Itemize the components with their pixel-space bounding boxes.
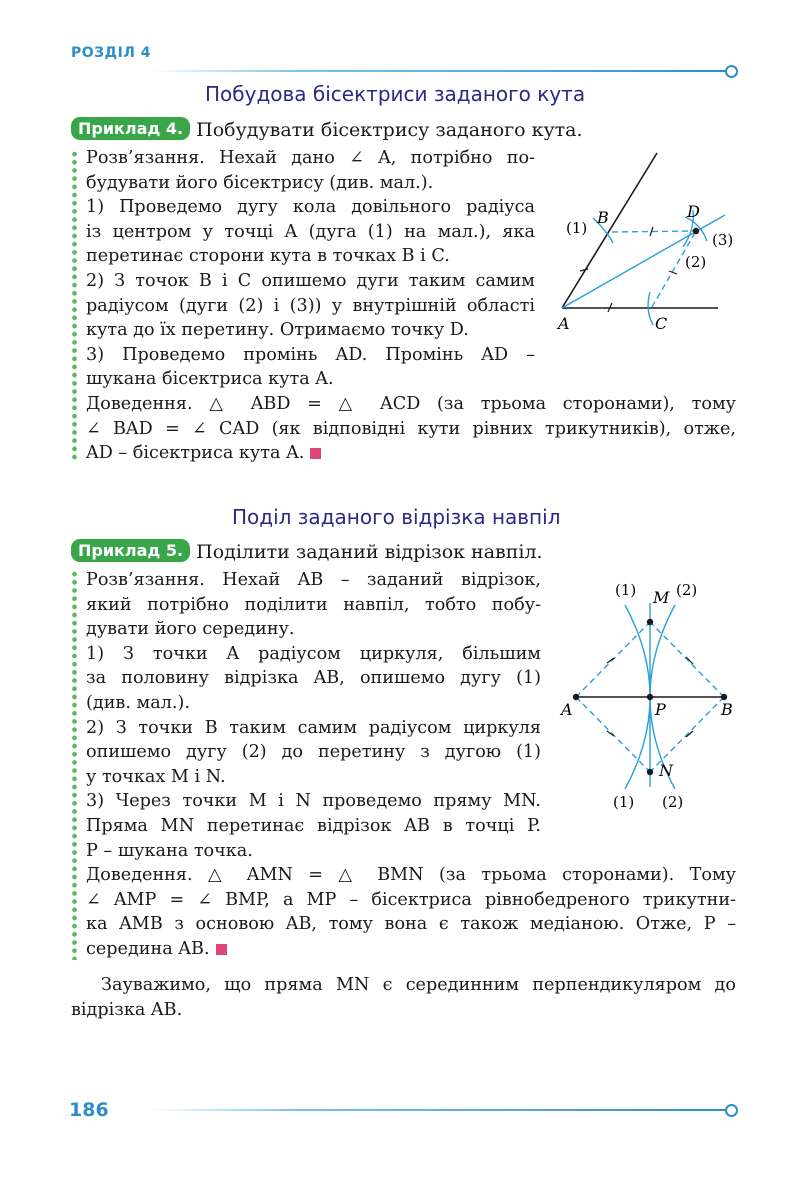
text-line: відрізка AB.	[71, 999, 183, 1020]
text-line: перетинає сторони кута в точках B і C.	[86, 246, 450, 267]
label-b: B	[597, 208, 609, 227]
example5-solution	[86, 568, 541, 863]
label-arc-1-bottom: (1)	[613, 793, 635, 811]
text-line: кута до їх перетину. Отримаємо точку D.	[86, 320, 469, 341]
label-m: M	[653, 588, 670, 607]
footer-rule-end-circle	[725, 1104, 738, 1117]
label-arc-1: (1)	[566, 219, 588, 237]
example4-proof	[86, 392, 736, 466]
label-arc-2-top: (2)	[676, 581, 698, 599]
header-rule-end-circle	[725, 65, 738, 78]
example5-statement	[71, 539, 543, 563]
example4-statement	[71, 117, 583, 141]
end-of-proof-marker	[216, 944, 227, 955]
text-line: AD – бісектриса кута A.	[86, 441, 736, 466]
text-line: Розв’язання. Нехай дано ∠ A, потрібно по-	[86, 148, 535, 168]
text-line: 3) Проведемо промінь AD. Промінь AD –	[86, 344, 535, 365]
text-line: Доведення. △ ABD = △ ACD (за трьома сторонами), тому	[86, 394, 736, 414]
bisector-figure	[555, 145, 755, 345]
text-line: ∠ AMP = ∠ BMP, а MP – бісектриса рівнобедреного трикутни-	[86, 889, 736, 910]
point-n	[647, 769, 653, 775]
text-line: Пряма MN перетинає відрізок AB в точці P.	[86, 815, 541, 836]
label-d: D	[687, 202, 700, 221]
text-line: у точках M і N.	[86, 766, 226, 787]
text-line: ∠ BAD = ∠ CAD (як відповідні кути рівних трикутників), отже,	[86, 418, 736, 439]
text-line: дувати його середину.	[86, 619, 295, 640]
text-line: який потрібно поділити навпіл, тобто побу-	[86, 594, 541, 615]
segment-am	[576, 622, 650, 697]
footer-rule	[148, 1109, 730, 1111]
label-b: B	[721, 700, 733, 719]
text-line: Доведення. △ AMN = △ BMN (за трьома сторонами). Тому	[86, 865, 736, 885]
point-a	[573, 694, 579, 700]
label-arc-2-bottom: (2)	[662, 793, 684, 811]
text-line: шукана бісектриса кута A.	[86, 369, 334, 390]
text-line: із центром у точці A (дуга (1) на мал.), яка	[86, 221, 535, 242]
text-line: опишемо дугу (2) до перетину з дугою (1)	[86, 742, 541, 763]
page-number: 186	[69, 1099, 109, 1121]
text-line: середина AB.	[86, 937, 736, 962]
example4-badge: Приклад 4.	[71, 117, 190, 140]
text-line: за половину відрізка AB, опишемо дугу (1)	[86, 668, 541, 689]
text-line: 1) З точки A радіусом циркуля, більшим	[86, 643, 541, 664]
example5-heading: Поділ заданого відрізка навпіл	[232, 505, 561, 529]
example4-solution	[86, 146, 535, 392]
example5-badge: Приклад 5.	[71, 539, 190, 562]
point-d	[693, 228, 699, 234]
text-line: будувати його бісектрису (див. мал.).	[86, 172, 434, 193]
text-line: Розв’язання. Нехай AB – заданий відрізок,	[86, 570, 541, 590]
label-arc-1-top: (1)	[615, 581, 637, 599]
label-a: A	[558, 314, 570, 333]
text-line: 3) Через точки M і N проведемо пряму MN.	[86, 791, 541, 812]
example5-task: Поділити заданий відрізок навпіл.	[196, 541, 543, 563]
text-line: (див. мал.).	[86, 692, 190, 713]
example4-heading: Побудова бісектриси заданого кута	[205, 82, 586, 106]
note-paragraph	[71, 973, 736, 1022]
text-line: Зауважимо, що пряма MN є серединним перпендикуляром до	[101, 975, 736, 995]
label-a: A	[561, 700, 573, 719]
label-p: P	[655, 700, 666, 719]
midpoint-figure	[555, 575, 755, 815]
point-m	[647, 619, 653, 625]
label-arc-2: (2)	[685, 253, 707, 271]
example4-dotted-margin	[72, 150, 77, 462]
text-line: P – шукана точка.	[86, 840, 253, 861]
label-c: C	[655, 314, 668, 333]
segment-an	[576, 697, 650, 772]
section-label: РОЗДІЛ 4	[71, 45, 152, 61]
example5-dotted-margin	[72, 570, 77, 960]
example4-task: Побудувати бісектрису заданого кута.	[196, 119, 583, 141]
text-line: ка AMB з основою AB, тому вона є також медіаною. Отже, P –	[86, 914, 736, 935]
text-line: радіусом (дуги (2) і (3)) у внутрішній області	[86, 295, 535, 316]
label-n: N	[659, 761, 673, 780]
segment-bd	[612, 231, 696, 232]
header-rule	[150, 70, 730, 72]
point-p	[647, 694, 653, 700]
text-line: 2) З точок B і C опишемо дуги таким самим	[86, 270, 535, 291]
text-line: 1) Проведемо дугу кола довільного радіуса	[86, 197, 535, 218]
end-of-proof-marker	[310, 448, 321, 459]
label-arc-3: (3)	[712, 231, 734, 249]
text-line: 2) З точки B таким самим радіусом циркуля	[86, 717, 541, 738]
segment-bm	[650, 622, 724, 697]
example5-proof	[86, 863, 736, 961]
